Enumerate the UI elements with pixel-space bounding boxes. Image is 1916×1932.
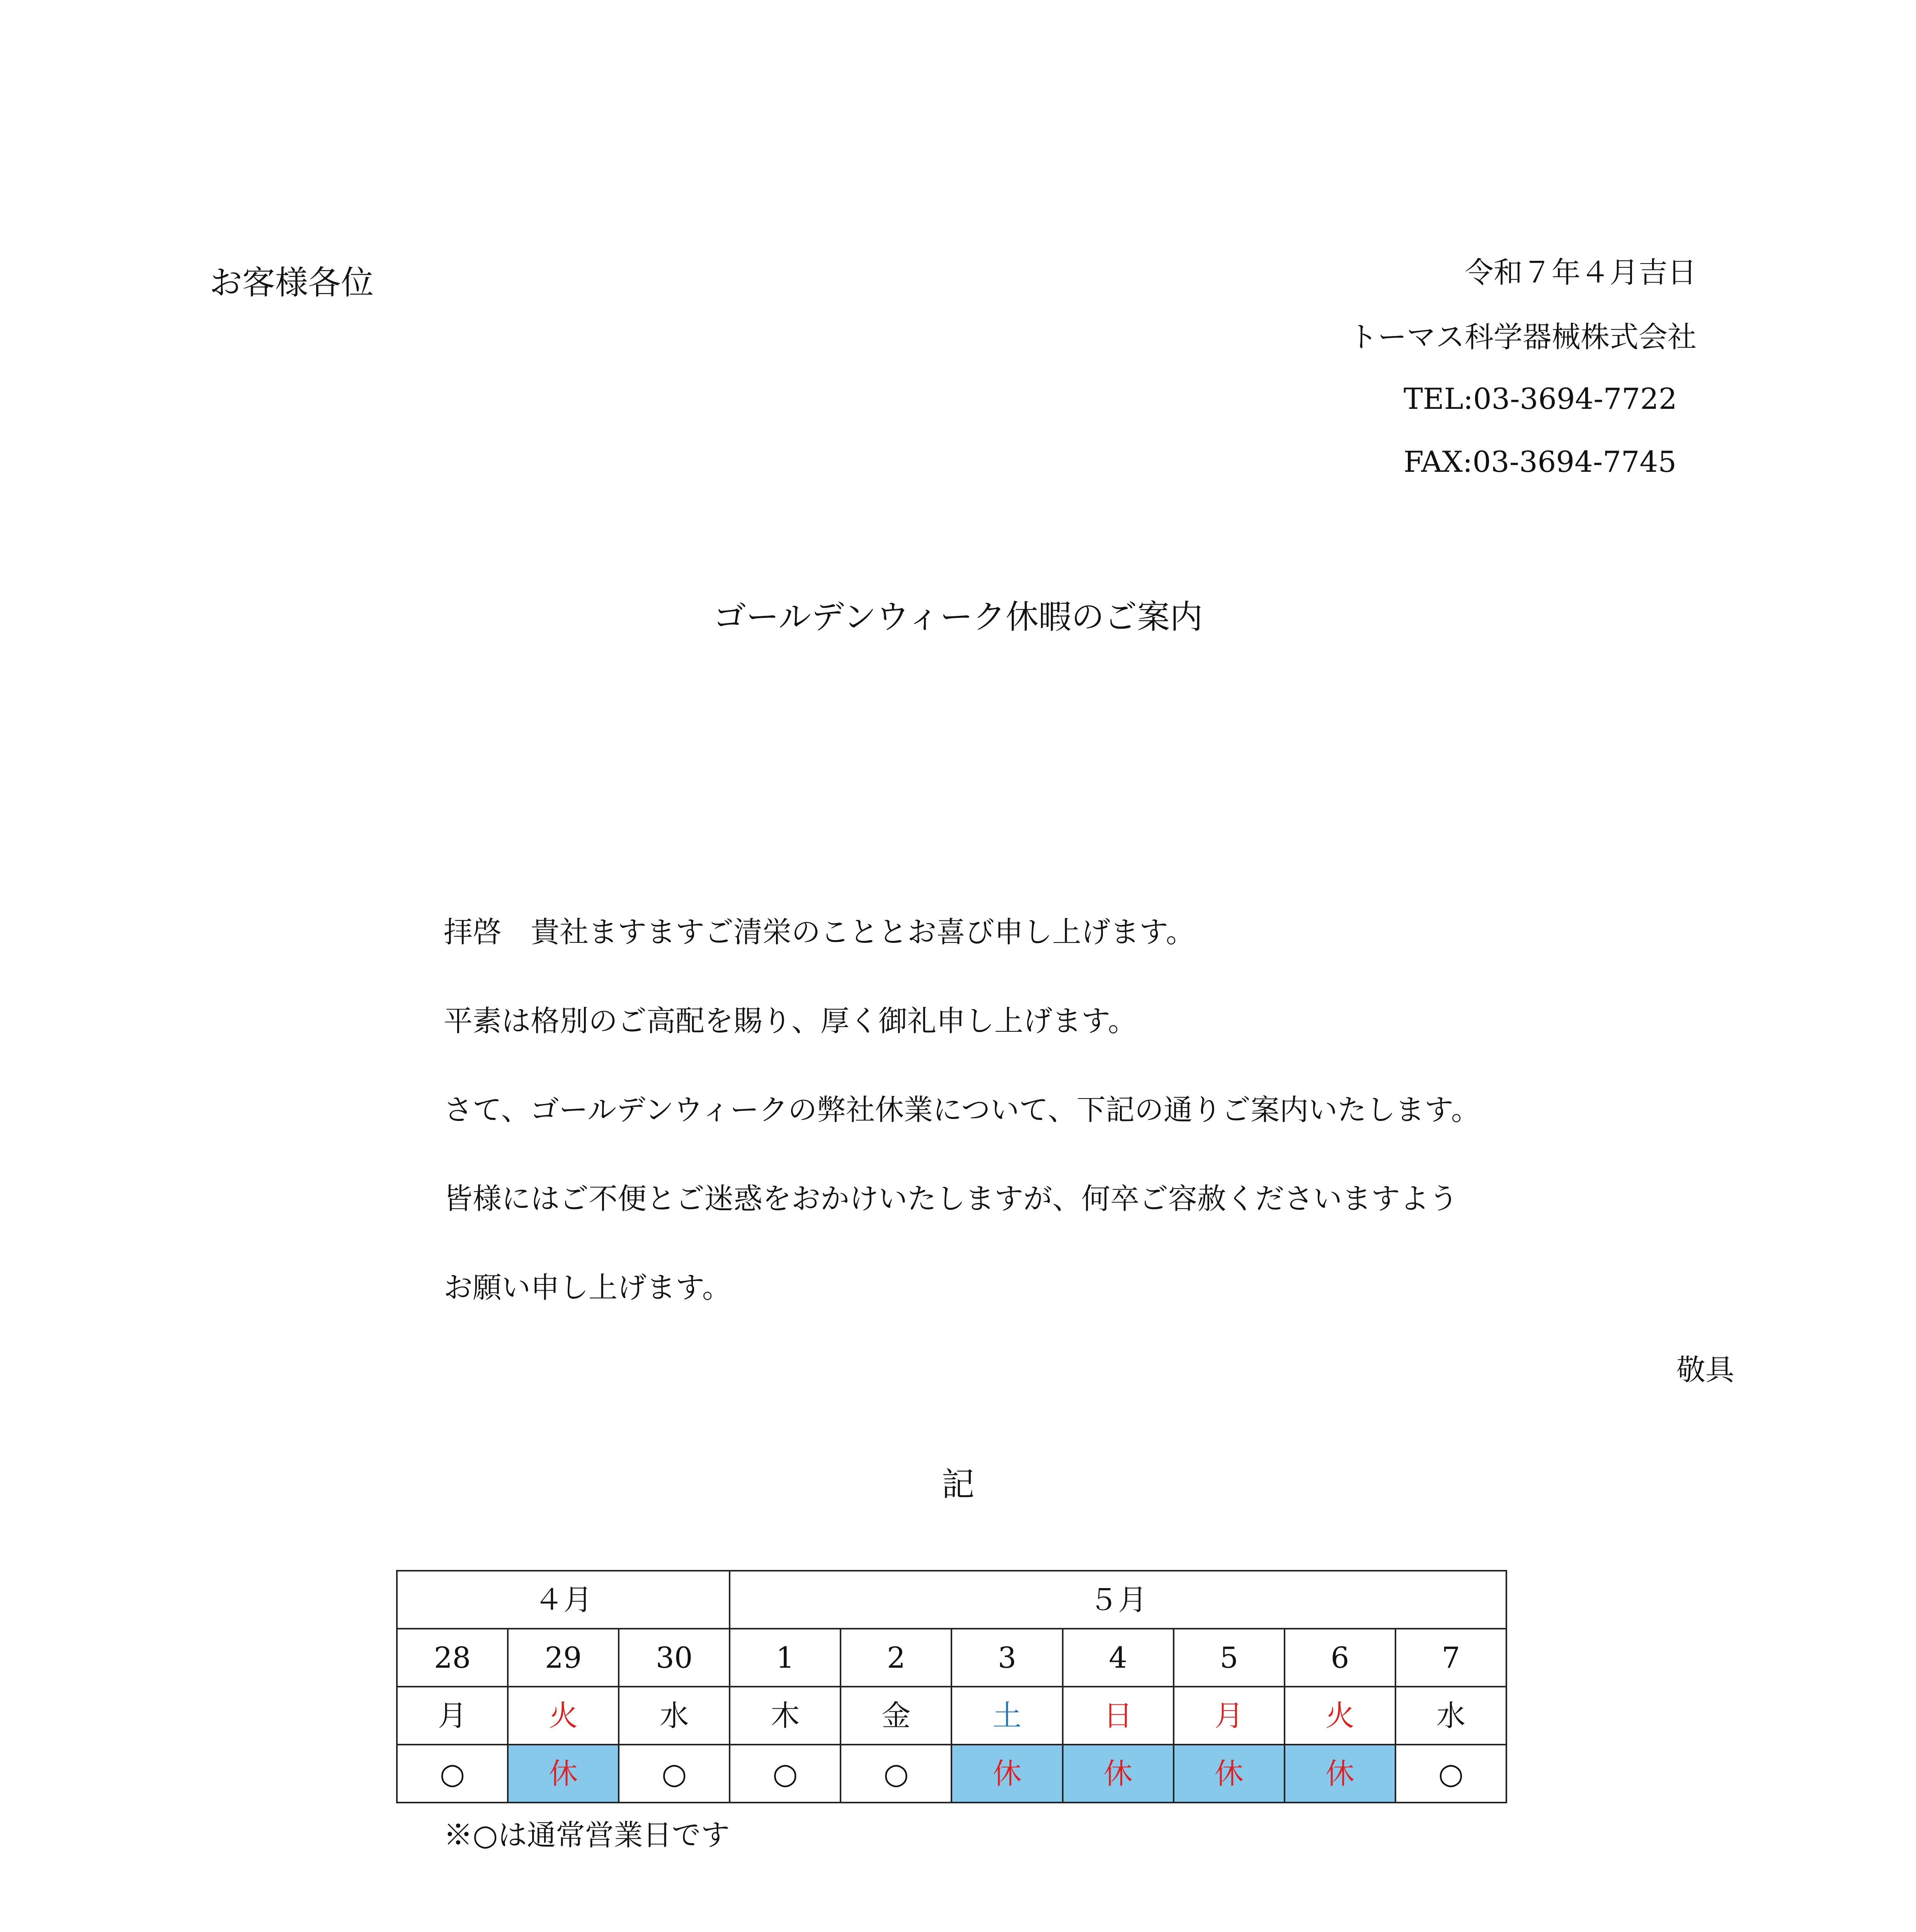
date-cell: 6: [1285, 1629, 1395, 1687]
recipient: お客様各位: [209, 264, 374, 302]
month-cell: ５月: [730, 1571, 1506, 1629]
date-cell: 30: [619, 1629, 730, 1687]
business-day-cell: ○: [841, 1745, 951, 1803]
date-cell: 29: [508, 1629, 619, 1687]
issue-date: 令和７年４月吉日: [1464, 255, 1696, 289]
body-text: [444, 915, 1480, 1362]
holiday-cell: 休: [951, 1745, 1062, 1803]
weekday-cell: 火: [508, 1687, 619, 1745]
weekday-cell: 水: [1395, 1687, 1506, 1745]
date-row: [397, 1629, 1506, 1687]
weekday-cell: 月: [397, 1687, 508, 1745]
weekday-cell: 土: [951, 1687, 1062, 1745]
body-line: さて、ゴールデンウィークの弊社休業について、下記の通りご案内いたします。: [444, 1093, 1480, 1127]
holiday-cell: 休: [1285, 1745, 1395, 1803]
telephone: TEL:03-3694-7722: [1404, 382, 1677, 416]
holiday-cell: 休: [1174, 1745, 1285, 1803]
business-day-cell: ○: [730, 1745, 841, 1803]
body-line: 皆様にはご不便とご迷惑をおかけいたしますが、何卒ご容赦くださいますよう: [444, 1182, 1458, 1216]
closing-remark: 敬具: [1676, 1353, 1734, 1387]
month-row: [397, 1571, 1506, 1629]
body-line: 拝啓 貴社ますますご清栄のこととお喜び申し上げます。: [444, 915, 1195, 949]
fax: FAX:03-3694-7745: [1404, 445, 1677, 479]
holiday-cell: 休: [1063, 1745, 1174, 1803]
date-cell: 28: [397, 1629, 508, 1687]
company-name: トーマス科学器械株式会社: [1348, 320, 1696, 354]
body-line: お願い申し上げます。: [444, 1270, 732, 1304]
weekday-row: [397, 1687, 1506, 1745]
business-day-cell: ○: [1395, 1745, 1506, 1803]
legend-note: ※○は通常営業日です: [444, 1818, 730, 1852]
date-cell: 1: [730, 1629, 841, 1687]
status-row: [397, 1745, 1506, 1803]
date-cell: 3: [951, 1629, 1062, 1687]
date-cell: 4: [1063, 1629, 1174, 1687]
date-cell: 2: [841, 1629, 951, 1687]
weekday-cell: 金: [841, 1687, 951, 1745]
document-title: ゴールデンウィーク休暇のご案内: [713, 598, 1203, 636]
weekday-cell: 水: [619, 1687, 730, 1745]
holiday-cell: 休: [508, 1745, 619, 1803]
ki-heading: 記: [941, 1466, 975, 1504]
business-day-cell: ○: [619, 1745, 730, 1803]
body-line: 平素は格別のご高配を賜り、厚く御礼申し上げます。: [444, 1004, 1137, 1038]
holiday-schedule-table: [396, 1570, 1507, 1803]
date-cell: 7: [1395, 1629, 1506, 1687]
business-day-cell: ○: [397, 1745, 508, 1803]
weekday-cell: 日: [1063, 1687, 1174, 1745]
date-cell: 5: [1174, 1629, 1285, 1687]
weekday-cell: 木: [730, 1687, 841, 1745]
weekday-cell: 月: [1174, 1687, 1285, 1745]
weekday-cell: 火: [1285, 1687, 1395, 1745]
month-cell: ４月: [397, 1571, 730, 1629]
